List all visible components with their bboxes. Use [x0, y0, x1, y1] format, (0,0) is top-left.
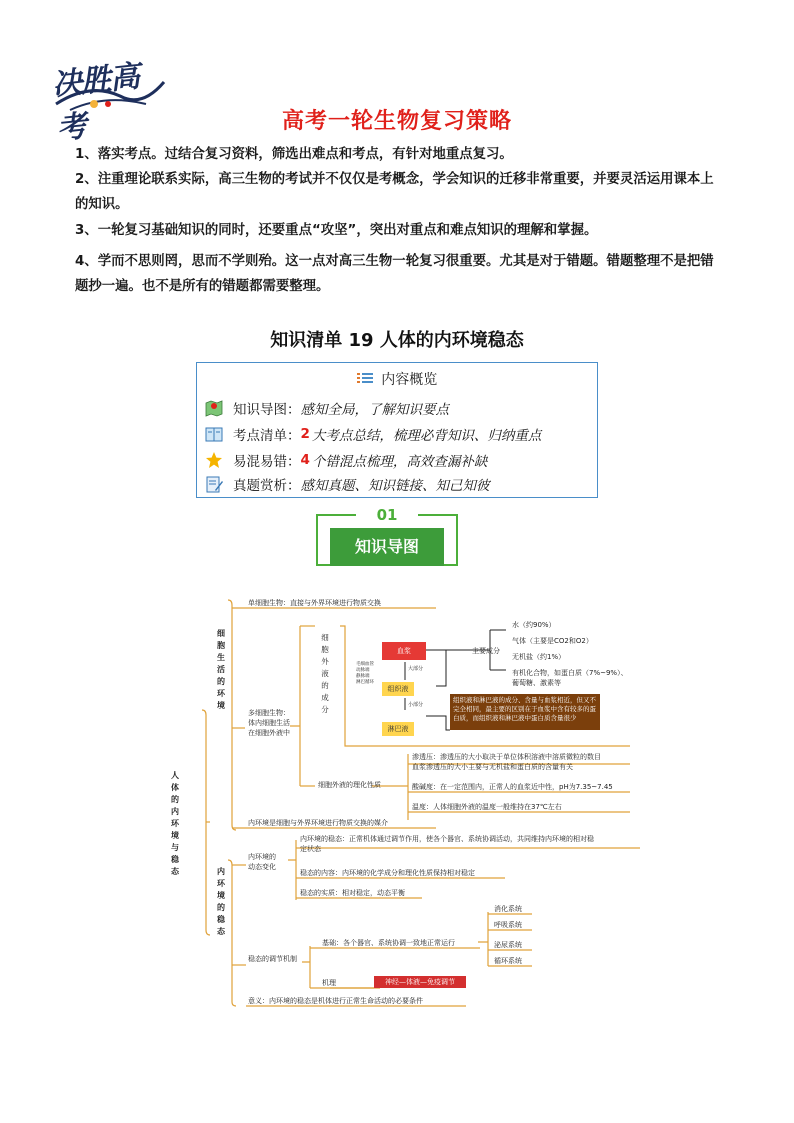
mm-multi-1: 多细胞生物：: [248, 709, 290, 717]
knowledge-list-title: 知识清单 19 人体的内环境稳态: [270, 330, 524, 351]
content-overview-box: [196, 362, 598, 498]
mm-tissue-fluid: 组织液: [382, 682, 414, 696]
mm-plasma: 血浆: [382, 642, 426, 660]
map-icon: [205, 399, 223, 417]
overview-heading-text: 内容概览: [381, 372, 438, 388]
mm-lymph: 淋巴液: [382, 722, 414, 736]
mm-multi-2: 体内细胞生活: [248, 719, 290, 727]
logo-text: 决胜高考: [50, 59, 141, 147]
mm-physchem: 细胞外液的理化性质: [318, 781, 381, 789]
mm-branch1: 细胞生活的环境: [217, 629, 225, 710]
mm-meaning: 意义：内环境的稳态是机体进行正常生命活动的必要条件: [248, 997, 423, 1005]
overview-row-errors: 易混易错： 4 个错混点梳理，高效查漏补缺: [205, 449, 487, 471]
mm-root: 人体的内环境与稳态: [171, 771, 179, 876]
overview-row-exam: 真题赏析： 感知真题、知识链接、知己知彼: [205, 473, 490, 495]
paragraph-4: 4、学而不思则罔，思而不学则殆。这一点对高三生物一轮复习很重要。尤其是对于错题。错题整理不是把错题抄一遍。也不是所有的错题都需要整理。: [75, 254, 714, 294]
mind-map: 人体的内环境与稳态 细胞生活的环境 内环境的稳态 单细胞生物：直接与外界环境进行物质交换 多细胞生物： 体内细胞生活 在细胞外液中 细胞外液的成分 血浆 组织液 淋巴液 大部分 小部分 毛细血管 动脉端 静脉端 淋巴循环 主要成分 水（约90%） 气体（主要是CO2和O2） 无机盐（约1%） 有机化合物，如蛋白质（7%~9%）、 葡萄糖、激素等 组织液和淋巴液的成分、含量与血浆相近，但又不完全相同，最主要的区别在于血浆中含有较多的蛋白质，而组织液和淋巴液中蛋白质含量很少 细胞外液的理化性质 渗透压：渗透压的大小取决于单位体积溶液中溶质微粒的数目 血浆渗透压的大小主要与无机盐和蛋白质的含量有关 酸碱度：在一定范围内，正常人的血浆近中性，pH为7.35~7.45 温度：人体细胞外液的温度一般维持在37℃左右 内环境是细胞与外界环境进行物质交换的媒介 内环境的 动态变化 内环境的稳态：正常机体通过调节作用，使各个器官、系统协调活动，共同维持内环境的相对稳 定状态 稳态的内容：内环境的化学成分和理化性质保持相对稳定 稳态的实质：相对稳定，动态平衡 稳态的调节机制 基础：各个器官、系统协调一致地正常运行 消化系统 呼吸系统 泌尿系统 循环系统 机理 神经—体液—免疫调节 意义：内环境的稳态是机体进行正常生命活动的必要条件: [150, 590, 740, 1020]
mm-network: 神经—体液—免疫调节: [374, 976, 466, 988]
mm-brown-note: 组织液和淋巴液的成分、含量与血浆相近，但又不完全相同，最主要的区别在于血浆中含有较多的蛋白质，而组织液和淋巴液中蛋白质含量很少: [450, 694, 600, 730]
banner-label: 知识导图: [330, 528, 444, 566]
star-icon: [205, 451, 223, 469]
page-title: 高考一轮生物复习策略: [281, 109, 512, 134]
paragraph-3: 3、一轮复习基础知识的同时，还要重点“攻坚”，突出对重点和难点知识的理解和掌握。: [75, 223, 598, 238]
list-icon: [357, 372, 373, 388]
paragraph-2: 2、注重理论联系实际，高三生物的考试并不仅仅是考概念，学会知识的迁移非常重要，并要灵活运用课本上的知识。: [75, 172, 714, 212]
section-banner: [316, 506, 458, 578]
mm-ecf-components: 细胞外液的成分: [321, 633, 329, 714]
overview-row-checklist: 考点清单： 2 大考点总结，梳理必背知识、归纳重点: [205, 423, 541, 445]
mm-medium: 内环境是细胞与外界环境进行物质交换的媒介: [248, 819, 388, 827]
paragraph-1: 1、落实考点。过结合复习资料，筛选出难点和考点，有针对地重点复习。: [75, 147, 513, 162]
mm-regulation: 稳态的调节机制: [248, 955, 297, 963]
mm-main-components: 主要成分: [472, 647, 500, 655]
mm-multi-3: 在细胞外液中: [248, 729, 290, 737]
mm-single-cell: 单细胞生物：直接与外界环境进行物质交换: [248, 599, 381, 607]
overview-row-map: 知识导图： 感知全局，了解知识要点: [205, 397, 449, 419]
banner-number: 01: [356, 506, 418, 526]
overview-heading: [197, 369, 597, 389]
book-icon: [205, 425, 223, 443]
mm-branch2: 内环境的稳态: [217, 867, 225, 936]
pencil-icon: [205, 475, 223, 493]
